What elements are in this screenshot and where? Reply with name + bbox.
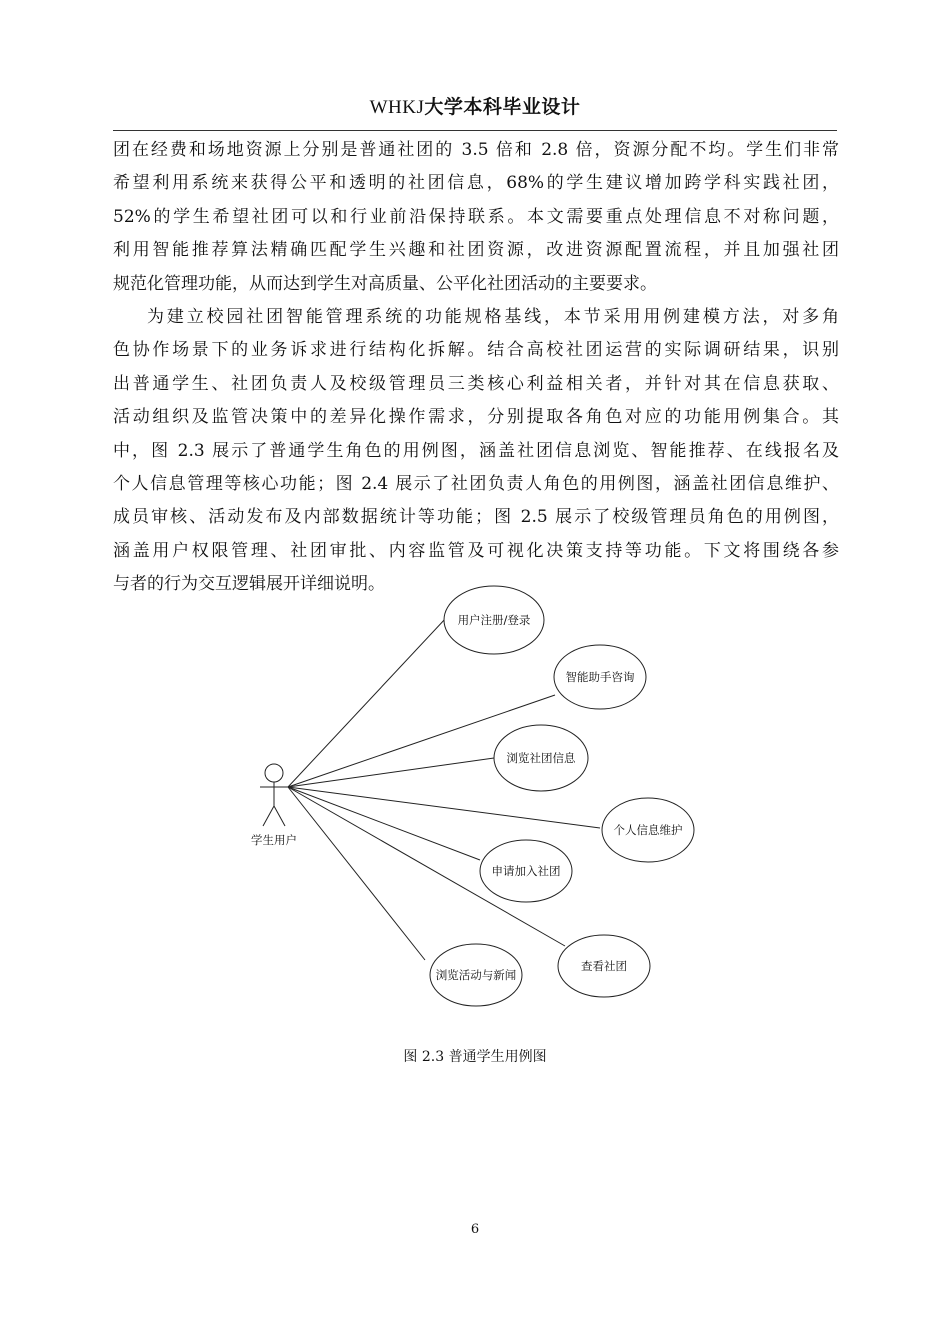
paragraph-line: 色协作场景下的业务诉求进行结构化拆解。结合高校社团运营的实际调研结果，识别 [113,340,839,361]
actor-figure [260,764,288,826]
figure-caption: 图 2.3 普通学生用例图 [403,1049,547,1065]
paragraph-line: 与者的行为交互逻辑展开详细说明。 [113,574,385,595]
association-line [288,618,446,787]
paragraph-line: 出普通学生、社团负责人及校级管理员三类核心利益相关者，并针对其在信息获取、 [113,373,839,394]
use-case-label: 申请加入社团 [491,864,561,878]
body-text [113,134,839,601]
page-header [0,92,950,119]
use-case-diagram [230,580,710,1020]
paragraph-line: 为建立校园社团智能管理系统的功能规格基线，本节采用用例建模方法，对多角 [147,306,839,327]
paragraph-line: 利用智能推荐算法精确匹配学生兴趣和社团资源，改进资源配置流程，并且加强社团 [113,240,839,261]
page-number: 6 [470,1222,480,1237]
paragraph-line: 活动组织及监管决策中的差异化操作需求，分别提取各角色对应的功能用例集合。其 [113,407,839,428]
header-rule [113,130,837,131]
paragraph-line: 涵盖用户权限管理、社团审批、内容监管及可视化决策支持等功能。下文将围绕各参 [113,540,839,561]
use-case-label: 智能助手咨询 [565,670,635,684]
paragraph-line: 中，图 2.3 展示了普通学生角色的用例图，涵盖社团信息浏览、智能推荐、在线报名及 [113,440,839,461]
paragraph-line: 规范化管理功能，从而达到学生对高质量、公平化社团活动的主要要求。 [113,273,657,294]
use-case-label: 查看社团 [581,959,627,973]
use-case-label: 用户注册/登录 [457,613,531,627]
use-case-label: 浏览社团信息 [506,751,576,765]
association-line [288,758,494,787]
header-title: 大学本科毕业设计 [424,96,581,118]
paragraph-line: 52%的学生希望社团可以和行业前沿保持联系。本文需要重点处理信息不对称问题， [113,206,839,227]
paragraph-line: 希望利用系统来获得公平和透明的社团信息，68%的学生建议增加跨学科实践社团， [113,173,839,194]
use-case-diagram-svg [230,580,710,1020]
use-case-label: 浏览活动与新闻 [435,968,517,982]
paragraph-line: 成员审核、活动发布及内部数据统计等功能；图 2.5 展示了校级管理员角色的用例图， [113,507,839,528]
paragraph-line: 团在经费和场地资源上分别是普通社团的 3.5 倍和 2.8 倍，资源分配不均。学生们非常 [113,140,839,160]
header-brand: WHKJ [369,97,425,118]
paragraph-line: 个人信息管理等核心功能；图 2.4 展示了社团负责人角色的用例图，涵盖社团信息维护、 [113,473,839,494]
actor-label: 学生用户 [251,833,297,847]
use-case-label: 个人信息维护 [613,823,683,837]
association-line [288,787,600,828]
